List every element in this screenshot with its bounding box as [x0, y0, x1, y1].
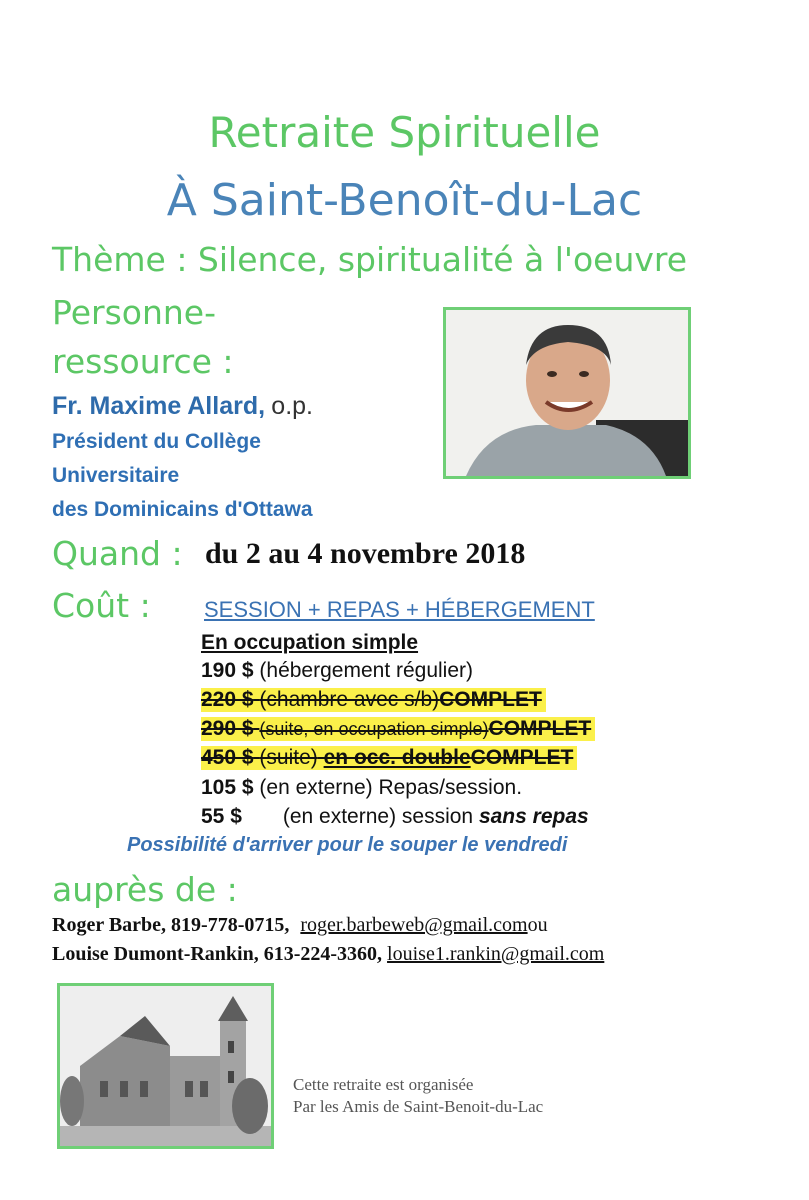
contact-2 — [52, 943, 604, 966]
resource-role-2: Universitaire — [52, 464, 180, 487]
price-desc: (chambre avec s/b) — [259, 688, 440, 711]
resource-role-3: des Dominicains d'Ottawa — [52, 498, 313, 521]
price-desc: (suite) — [259, 746, 318, 769]
status-badge: COMPLET — [439, 688, 542, 711]
contact-1-after: ou — [527, 914, 548, 936]
title-line2: À Saint-Benoît-du-Lac — [166, 175, 643, 226]
resource-name-line — [52, 392, 313, 421]
footer-line1: Cette retraite est organisée — [293, 1075, 474, 1094]
resource-heading-1: Personne- — [52, 293, 217, 332]
price-row-3 — [201, 717, 595, 741]
portrait-photo — [443, 307, 691, 479]
contact-1-text: Roger Barbe, 819-778-0715, — [52, 914, 290, 936]
price: 290 $ — [201, 717, 254, 740]
contacts-label: auprès de : — [52, 870, 238, 909]
price: 55 $ — [201, 805, 242, 828]
title-line1: Retraite Spirituelle — [208, 108, 601, 157]
cost-label: Coût : — [52, 586, 151, 625]
cost-subheader: En occupation simple — [201, 631, 419, 654]
status-badge: COMPLET — [470, 746, 574, 769]
cost-header: SESSION + REPAS + HÉBERGEMENT — [204, 597, 595, 622]
person-portrait-icon — [446, 310, 688, 476]
resource-name: Fr. Maxime Allard, — [52, 392, 266, 420]
contact-2-email-link[interactable]: louise1.rankin@gmail.com — [387, 943, 605, 965]
price-desc-italic: sans repas — [478, 805, 589, 828]
abbey-building-icon — [60, 986, 271, 1146]
theme: Thème : Silence, spiritualité à l'oeuvre — [52, 240, 688, 279]
price-desc: (hébergement régulier) — [259, 659, 474, 682]
price-desc: (suite, en occupation simple) — [259, 719, 489, 739]
when-label: Quand : — [52, 534, 183, 573]
resource-heading-2: ressource : — [52, 342, 234, 381]
price-row-2 — [201, 688, 546, 712]
price: 190 $ — [201, 659, 254, 682]
cost-note: Possibilité d'arriver pour le souper le vendredi — [127, 834, 568, 856]
status-badge: COMPLET — [488, 717, 592, 740]
price-row-6 — [201, 805, 589, 829]
price: 450 $ — [201, 746, 254, 769]
price-desc: (en externe) session — [282, 805, 474, 828]
price-extra: en occ. double — [323, 746, 471, 769]
footer-line2: Par les Amis de Saint-Benoit-du-Lac — [293, 1097, 544, 1116]
contact-1-email-link[interactable]: roger.barbeweb@gmail.com — [300, 914, 528, 936]
contact-2-text: Louise Dumont-Rankin, 613-224-3360, — [52, 943, 383, 965]
price-row-1 — [201, 659, 473, 683]
price-row-5 — [201, 776, 522, 800]
contact-1 — [52, 914, 548, 937]
price: 220 $ — [201, 688, 254, 711]
abbey-photo — [57, 983, 274, 1149]
price-row-4 — [201, 746, 577, 770]
when-value: du 2 au 4 novembre 2018 — [205, 537, 526, 570]
price-desc: (en externe) Repas/session. — [259, 776, 523, 799]
resource-role-1: Président du Collège — [52, 430, 261, 453]
price: 105 $ — [201, 776, 254, 799]
resource-name-suffix: o.p. — [271, 392, 313, 420]
